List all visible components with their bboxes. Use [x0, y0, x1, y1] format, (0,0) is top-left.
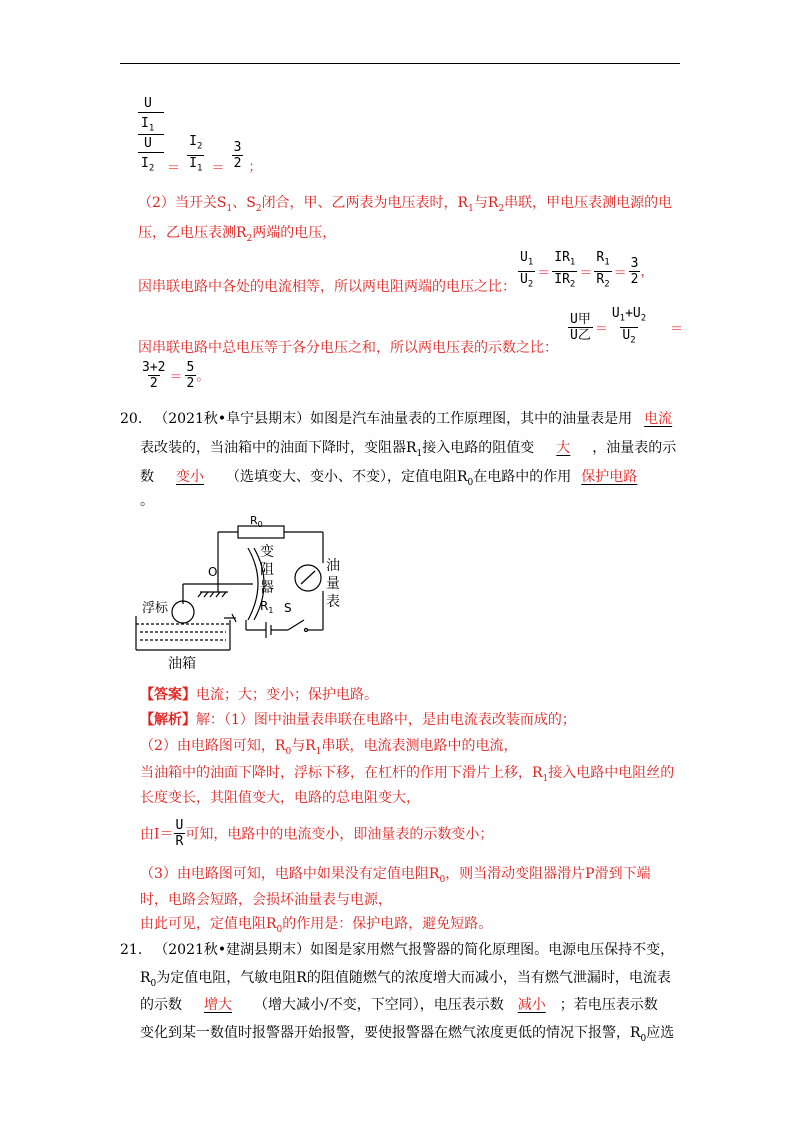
q20-line3: 数 变小 （选填变大、变小、不变），定值电阻$R_0$在电路中的作用 保护电路	[140, 469, 638, 488]
meter-label-3: 表	[326, 594, 340, 610]
meter-label-1: 油	[326, 558, 340, 574]
r0-label: $R_0$	[250, 514, 263, 529]
q20-line2: 表改装的，当油箱中的油面下降时，变阻器$R_1$接入电路的阻值变 大 ，油量表的示	[140, 440, 677, 459]
analysis-line4: 长度变长，其阻值变大，电路的总电阻变大，	[140, 790, 420, 806]
part2-line4: 因串联电路中总电压等于各分电压之和，所以两电压表的示数之比：	[138, 340, 558, 356]
pivot-label: O	[208, 565, 218, 579]
analysis-line7: 时，电路会短路，会损坏油量表与电源，	[140, 892, 392, 908]
float-ball	[172, 601, 194, 623]
part2-line3: 因串联电路中各处的电流相等，所以两电阻两端的电压之比：	[138, 279, 516, 295]
q21-line2: $R_0$为定值电阻，气敏电阻R的阻值随燃气的浓度增大而减小，当有燃气泄漏时，电流表	[140, 970, 671, 989]
var-resistor-label-1: 变	[260, 544, 274, 560]
header-rule	[120, 63, 680, 64]
var-resistor-label-2: 阻	[260, 562, 274, 578]
analysis-line3: 当油箱中的油面下降时，浮标下移，在杠杆的作用下滑片上移，$R_1$接入电路中电阻丝的	[140, 765, 675, 784]
q20-line4: 。	[140, 493, 154, 509]
var-resistor-label-3: 器	[260, 580, 274, 596]
r1-label: $R_1$	[260, 599, 274, 615]
ratio-u1-u2: $\frac{U_1}{U_2}$ ＝ $\frac{IR_1}{IR_2}$ ＝ $\frac{R_1}{R_2}$ ＝ $\frac{3}{2}$ ，	[518, 250, 653, 292]
meter-label-2: 量	[326, 576, 340, 592]
tank-label: 油箱	[168, 656, 196, 672]
analysis-line8: 由此可见，定值电阻$R_0$的作用是：保护电路，避免短路。	[140, 916, 493, 935]
q21-line3: 的示数 增大 （增大减小/不变，下空同），电压表示数 减小 ；若电压表示数	[140, 997, 658, 1013]
analysis-line5: 由I＝ $\frac{U}{R}$ 可知，电路中的电流变小，即油量表的示数变小；	[140, 818, 494, 849]
top-fraction-result: $_=$ $\frac{I_2}{I_1}$ $_=$ $\frac{3}{2}$ $_;$	[167, 134, 262, 176]
answer-line: 【答案】电流；大；变小；保护电路。	[140, 687, 378, 703]
analysis-line2: （2）由电路图可知，$R_0$与$R_1$串联，电流表测电路中的电流，	[140, 738, 518, 757]
float-label: 浮标	[142, 601, 169, 616]
q21-line1: 21. （2021秋•建湖县期末）如图是家用燃气报警器的简化原理图。电源电压保持不变，	[120, 942, 675, 958]
q20-line1: 20. （2021秋•阜宁县期末）如图是汽车油量表的工作原理图，其中的油量表是用 电流	[120, 411, 673, 427]
q21-line4: 变化到某一数值时报警器开始报警，要使报警器在燃气浓度更低的情况下报警，$R_0$应选	[140, 1025, 675, 1044]
part2-line1: （2）当开关$S_1$、$S_2$闭合，甲、乙两表为电压表时，$R_1$与$R_2$串联，甲电压表测电源的电	[138, 195, 673, 214]
ratio-final: $\frac{3+2}{2}$ ＝ $\frac{5}{2}$ 。	[142, 360, 210, 391]
switch-label: S	[284, 601, 292, 615]
ratio-u-jia-yi: $\frac{\text{U甲}}{\text{U乙}}$ ＝ $\frac{U_1+U_2}{U_2}$ ＝	[568, 306, 685, 348]
analysis-line1: 【解析】解：（1）图中油量表串联在电路中，是由电流表改装而成的；	[140, 712, 576, 728]
analysis-line6: （3）由电路图可知，电路中如果没有定值电阻$R_0$，则当滑动变阻器滑片P滑到下端	[140, 866, 651, 885]
part2-line2: 压，乙电压表测$R_2$两端的电压，	[138, 225, 337, 244]
oil-gauge-circuit-diagram	[128, 508, 358, 678]
